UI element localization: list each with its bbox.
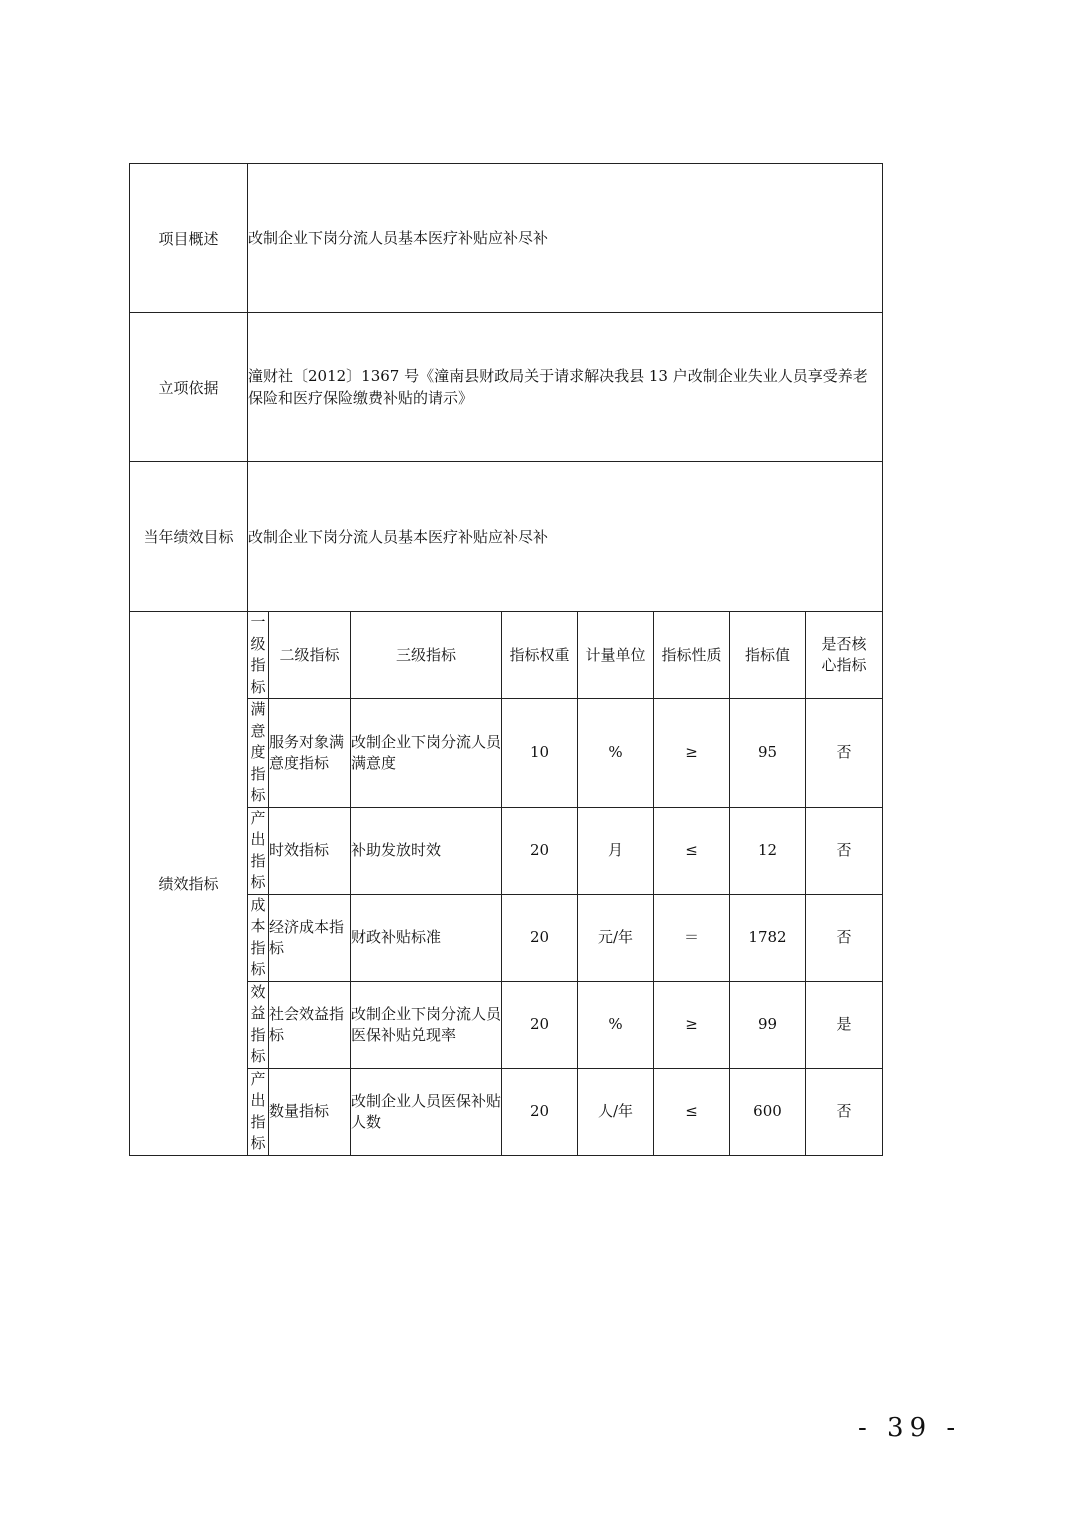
annual-goal-row bbox=[130, 462, 883, 612]
header-nature: 指标性质 bbox=[654, 612, 730, 699]
row-unit: 元/年 bbox=[578, 894, 654, 981]
row-nature: ＝ bbox=[654, 894, 730, 981]
row-unit: % bbox=[578, 981, 654, 1068]
row-level1: 成本指标 bbox=[248, 894, 269, 981]
header-unit: 计量单位 bbox=[578, 612, 654, 699]
row-level2: 社会效益指标 bbox=[269, 981, 351, 1068]
row-level3: 补助发放时效 bbox=[351, 807, 502, 894]
row-level3: 改制企业下岗分流人员满意度 bbox=[351, 699, 502, 808]
row-core: 否 bbox=[806, 699, 883, 808]
row-level3: 财政补贴标准 bbox=[351, 894, 502, 981]
annual-goal-value: 改制企业下岗分流人员基本医疗补贴应补尽补 bbox=[248, 462, 883, 612]
basis-label: 立项依据 bbox=[130, 313, 248, 462]
row-nature: ≥ bbox=[654, 981, 730, 1068]
row-nature: ≥ bbox=[654, 699, 730, 808]
indicator-header-row bbox=[130, 612, 883, 699]
row-level2: 数量指标 bbox=[269, 1068, 351, 1155]
project-overview-label: 项目概述 bbox=[130, 164, 248, 313]
row-level3: 改制企业人员医保补贴人数 bbox=[351, 1068, 502, 1155]
row-weight: 20 bbox=[502, 1068, 578, 1155]
header-level2: 二级指标 bbox=[269, 612, 351, 699]
row-weight: 20 bbox=[502, 894, 578, 981]
row-nature: ≤ bbox=[654, 807, 730, 894]
row-weight: 10 bbox=[502, 699, 578, 808]
project-overview-value: 改制企业下岗分流人员基本医疗补贴应补尽补 bbox=[248, 164, 883, 313]
project-overview-row bbox=[130, 164, 883, 313]
performance-goal-table bbox=[129, 163, 883, 1156]
annual-goal-label: 当年绩效目标 bbox=[130, 462, 248, 612]
row-core: 否 bbox=[806, 894, 883, 981]
row-value: 600 bbox=[730, 1068, 806, 1155]
row-value: 1782 bbox=[730, 894, 806, 981]
row-level1: 产出指标 bbox=[248, 807, 269, 894]
row-level1: 产出指标 bbox=[248, 1068, 269, 1155]
row-weight: 20 bbox=[502, 807, 578, 894]
basis-value: 潼财社〔2012〕1367 号《潼南县财政局关于请求解决我县 13 户改制企业失业人员享受养老保险和医疗保险缴费补贴的请示》 bbox=[248, 313, 883, 462]
indicators-label: 绩效指标 bbox=[130, 612, 248, 1156]
row-core: 否 bbox=[806, 1068, 883, 1155]
row-unit: 人/年 bbox=[578, 1068, 654, 1155]
header-value: 指标值 bbox=[730, 612, 806, 699]
row-value: 12 bbox=[730, 807, 806, 894]
row-value: 99 bbox=[730, 981, 806, 1068]
row-level2: 服务对象满意度指标 bbox=[269, 699, 351, 808]
row-value: 95 bbox=[730, 699, 806, 808]
row-weight: 20 bbox=[502, 981, 578, 1068]
row-unit: 月 bbox=[578, 807, 654, 894]
row-level2: 经济成本指标 bbox=[269, 894, 351, 981]
page-number: - 39 - bbox=[858, 1413, 962, 1443]
header-weight: 指标权重 bbox=[502, 612, 578, 699]
basis-row bbox=[130, 313, 883, 462]
row-nature: ≤ bbox=[654, 1068, 730, 1155]
header-level3: 三级指标 bbox=[351, 612, 502, 699]
row-unit: % bbox=[578, 699, 654, 808]
row-level3: 改制企业下岗分流人员医保补贴兑现率 bbox=[351, 981, 502, 1068]
header-level1: 一级指标 bbox=[248, 612, 269, 699]
header-core: 是否核心指标 bbox=[806, 612, 883, 699]
row-core: 是 bbox=[806, 981, 883, 1068]
row-level1: 效益指标 bbox=[248, 981, 269, 1068]
row-core: 否 bbox=[806, 807, 883, 894]
row-level1: 满意度指标 bbox=[248, 699, 269, 808]
row-level2: 时效指标 bbox=[269, 807, 351, 894]
